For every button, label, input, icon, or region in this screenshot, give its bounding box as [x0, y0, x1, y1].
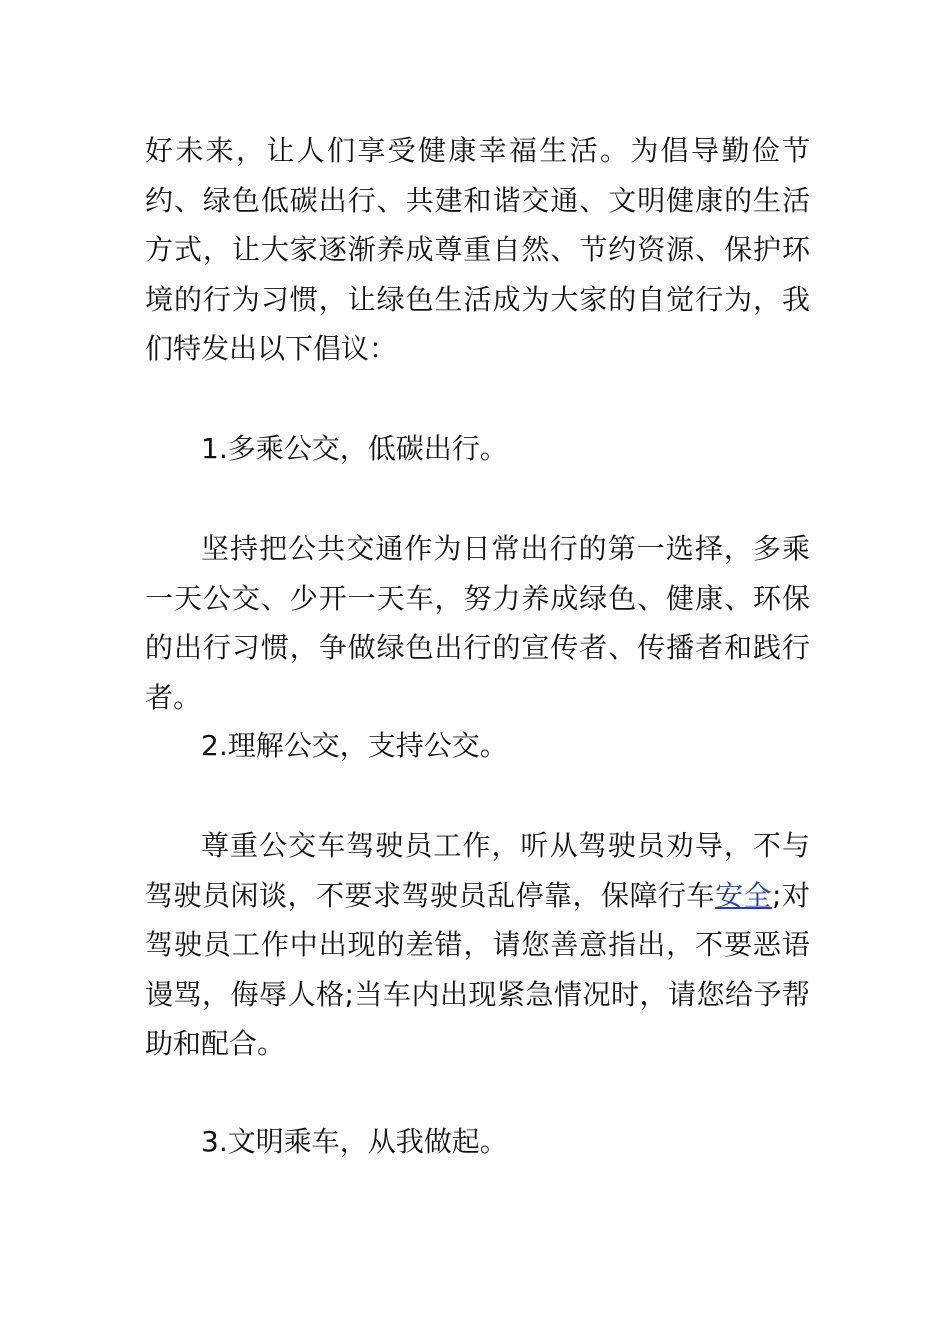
- safety-link[interactable]: 安全: [715, 878, 773, 912]
- item1-heading: 1.多乘公交，低碳出行。: [201, 432, 508, 465]
- intro-paragraph: 好未来，让人们享受健康幸福生活。为倡导勤俭节约、绿色低碳出行、共建和谐交通、文明健康的生活方式，让大家逐渐养成尊重自然、节约资源、保护环境的行为习惯，让绿色生活成为大家的自觉行为，我们特发出以下倡议：: [145, 134, 810, 365]
- item2-body: [145, 821, 810, 1069]
- item1-body: 坚持把公共交通作为日常出行的第一选择，多乘一天公交、少开一天车，努力养成绿色、健康、环保的出行习惯，争做绿色出行的宣传者、传播者和践行者。: [145, 532, 810, 714]
- item2-body-text-before-link: 尊重公交车驾驶员工作，听从驾驶员劝导，不与驾驶员闲谈，不要求驾驶员乱停靠，保障行车: [145, 829, 810, 912]
- item3-heading: 3.文明乘车，从我做起。: [201, 1125, 508, 1158]
- item2-heading: 2.理解公交，支持公交。: [201, 729, 508, 762]
- item2-body-text-after-link: ;对驾驶员工作中出现的差错，请您善意指出，不要恶语谩骂，侮辱人格;当车内出现紧急情况时，请您给予帮助和配合。: [145, 878, 810, 1060]
